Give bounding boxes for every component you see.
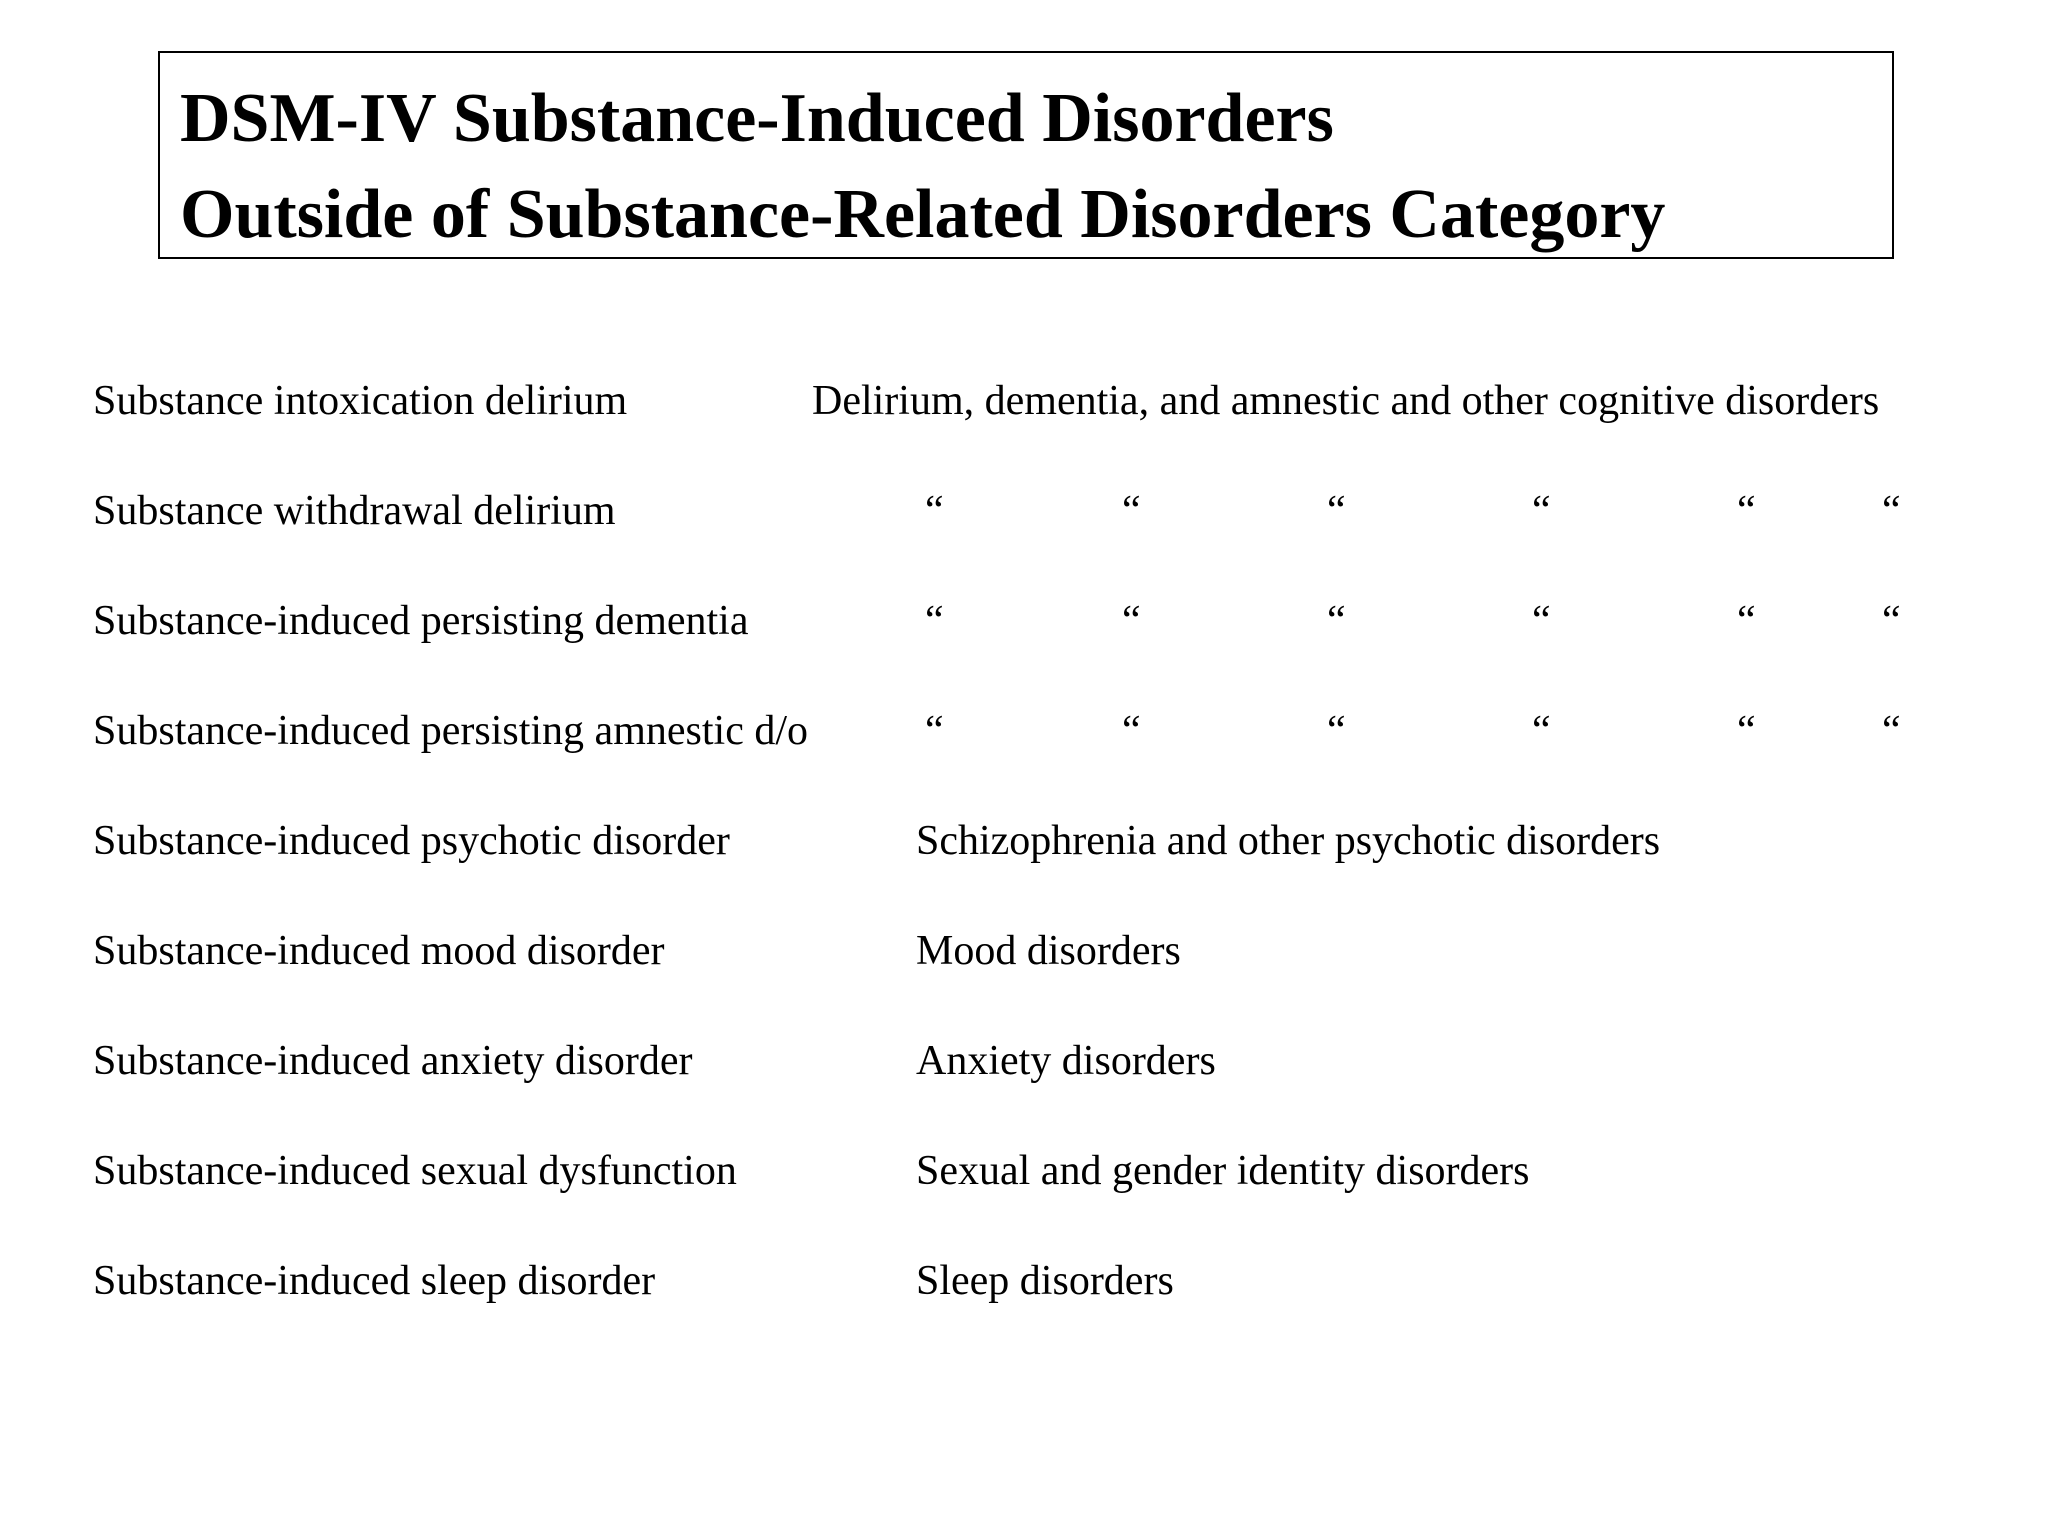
table-row bbox=[0, 820, 2048, 880]
ditto-mark: “ bbox=[1122, 598, 1141, 644]
table-row bbox=[0, 380, 2048, 440]
table-row bbox=[0, 1040, 2048, 1100]
ditto-mark: “ bbox=[925, 598, 944, 644]
ditto-mark: “ bbox=[1737, 488, 1756, 534]
table-row bbox=[0, 1260, 2048, 1320]
ditto-mark: “ bbox=[1122, 708, 1141, 754]
ditto-mark: “ bbox=[1737, 708, 1756, 754]
ditto-mark: “ bbox=[925, 488, 944, 534]
ditto-mark: “ bbox=[1882, 488, 1901, 534]
ditto-mark: “ bbox=[1737, 598, 1756, 644]
substance-label: Substance-induced anxiety disorder bbox=[93, 1038, 693, 1084]
ditto-mark: “ bbox=[1327, 598, 1346, 644]
table-row bbox=[0, 710, 2048, 770]
title-line-2: Outside of Substance-Related Disorders Category bbox=[180, 176, 1666, 253]
category-label: Schizophrenia and other psychotic disorders bbox=[916, 818, 1661, 864]
ditto-mark: “ bbox=[1327, 488, 1346, 534]
ditto-mark: “ bbox=[925, 708, 944, 754]
ditto-mark: “ bbox=[1532, 488, 1551, 534]
category-label: Anxiety disorders bbox=[916, 1038, 1216, 1084]
table-row bbox=[0, 930, 2048, 990]
title-box bbox=[158, 51, 1894, 259]
substance-label: Substance-induced persisting amnestic d/o bbox=[93, 708, 809, 754]
substance-label: Substance-induced persisting dementia bbox=[93, 598, 749, 644]
ditto-mark: “ bbox=[1532, 598, 1551, 644]
substance-label: Substance-induced sleep disorder bbox=[93, 1258, 656, 1304]
ditto-mark: “ bbox=[1327, 708, 1346, 754]
category-label: Sleep disorders bbox=[916, 1258, 1174, 1304]
ditto-mark: “ bbox=[1122, 488, 1141, 534]
table-row bbox=[0, 1150, 2048, 1210]
substance-label: Substance-induced mood disorder bbox=[93, 928, 665, 974]
substance-label: Substance-induced sexual dysfunction bbox=[93, 1148, 737, 1194]
substance-label: Substance-induced psychotic disorder bbox=[93, 818, 730, 864]
table-row bbox=[0, 600, 2048, 660]
table-row bbox=[0, 490, 2048, 550]
ditto-mark: “ bbox=[1882, 598, 1901, 644]
substance-label: Substance intoxication delirium bbox=[93, 378, 628, 424]
substance-label: Substance withdrawal delirium bbox=[93, 488, 616, 534]
ditto-mark: “ bbox=[1532, 708, 1551, 754]
title-line-1: DSM-IV Substance-Induced Disorders bbox=[180, 80, 1334, 157]
category-label: Sexual and gender identity disorders bbox=[916, 1148, 1530, 1194]
category-label: Delirium, dementia, and amnestic and other cognitive disorders bbox=[812, 378, 1880, 424]
ditto-mark: “ bbox=[1882, 708, 1901, 754]
category-label: Mood disorders bbox=[916, 928, 1181, 974]
